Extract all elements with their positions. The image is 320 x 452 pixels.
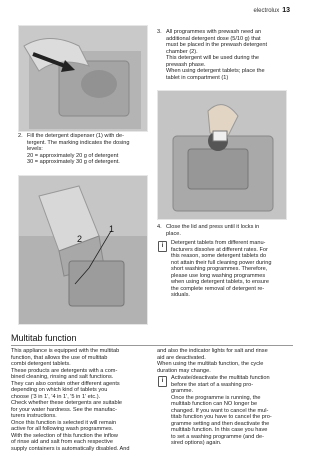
info-icon: i bbox=[158, 241, 167, 252]
note-line: this reason, some detergent tablets do bbox=[171, 253, 293, 260]
body-line: active for all following wash programmes. bbox=[11, 426, 149, 433]
step-line: must be placed in the prewash detergent bbox=[166, 42, 292, 49]
body-line: choose ('3 in 1', '4 in 1', '5 in 1' etc.). bbox=[11, 394, 149, 401]
photo-tablet-compartment bbox=[157, 90, 287, 220]
step-line: chamber (2). bbox=[166, 49, 292, 56]
section-title: Multitab function bbox=[11, 333, 77, 343]
body-line: and also the indicator lights for salt and rinse bbox=[157, 348, 294, 355]
step-line: tablet in compartment (1) bbox=[166, 75, 292, 82]
note-line: changed. If you want to cancel the mul- bbox=[171, 408, 293, 415]
multitab-details bbox=[157, 348, 294, 374]
callout-2: 2 bbox=[77, 234, 82, 244]
callout-1: 1 bbox=[109, 224, 114, 234]
step-line: When using detergent tablets; place the bbox=[166, 68, 292, 75]
note-line: short washing programmes. Therefore, bbox=[171, 266, 293, 273]
step-line: place. bbox=[166, 231, 292, 238]
body-line: depending on which kind of tablets you bbox=[11, 387, 149, 394]
fill-dispenser-illustration bbox=[19, 176, 147, 324]
body-line: aid are deactivated. bbox=[157, 355, 294, 362]
photo-fill-dispenser bbox=[18, 175, 148, 325]
step-line: levels: bbox=[27, 146, 148, 153]
note-line: Once the programme is running, the bbox=[171, 395, 293, 402]
body-line: duration may change. bbox=[157, 368, 294, 375]
brand-name: electrolux bbox=[254, 8, 280, 14]
body-line: When using the multitab function, the cycle bbox=[157, 361, 294, 368]
note-line: sired options) again. bbox=[171, 440, 293, 447]
step-line: 20 = approximately 20 g of detergent bbox=[27, 153, 148, 160]
note-line: gramme setting and then deactivate the bbox=[171, 421, 293, 428]
step-2 bbox=[18, 133, 148, 166]
step-line: Close the lid and press until it locks in bbox=[166, 224, 292, 231]
tablet-note bbox=[171, 240, 293, 299]
page-number: 13 bbox=[282, 7, 290, 14]
note-line: the complete removal of detergent re- bbox=[171, 286, 293, 293]
note-line: when using detergent tablets, to ensure bbox=[171, 279, 293, 286]
note-line: to set a washing programme (and de- bbox=[171, 434, 293, 441]
step-line: tergent. The marking indicates the dosing bbox=[27, 140, 148, 147]
note-line: gramme. bbox=[171, 388, 293, 395]
step-line: Fill the detergent dispenser (1) with de- bbox=[27, 133, 148, 140]
step-line: prewash phase. bbox=[166, 62, 292, 69]
note-line: facturers dissolve at different rates. For bbox=[171, 247, 293, 254]
note-line: multitab function can NO longer be bbox=[171, 401, 293, 408]
step-number: 4. bbox=[157, 224, 162, 231]
multitab-note bbox=[171, 375, 293, 425]
body-line: supply containers is automatically disabled. And bbox=[11, 446, 149, 452]
note-line: please use long washing programmes bbox=[171, 273, 293, 280]
note-line: titab function you have to cancel the pro- bbox=[171, 414, 293, 421]
note-line: Activate/deactivate the multitab function bbox=[171, 375, 293, 382]
body-line: of rinse aid and salt from each respective bbox=[11, 439, 149, 446]
section-divider bbox=[11, 345, 293, 346]
body-line: combi detergent tablets. bbox=[11, 361, 149, 368]
step-line: 30 = approximately 30 g of detergent. bbox=[27, 159, 148, 166]
step-number: 3. bbox=[157, 29, 162, 36]
step-number: 2. bbox=[18, 133, 23, 140]
body-line: Check whether these detergents are suitable bbox=[11, 400, 149, 407]
body-line: function, that allows the use of multitab bbox=[11, 355, 149, 362]
body-line: for your water hardness. See the manufac- bbox=[11, 407, 149, 414]
page-header bbox=[254, 7, 290, 14]
multitab-intro bbox=[11, 348, 149, 425]
info-icon: i bbox=[158, 376, 167, 387]
body-line: bined cleaning, rinsing and salt functions. bbox=[11, 374, 149, 381]
note-line: not attain their full cleaning power during bbox=[171, 260, 293, 267]
tablet-compartment-illustration bbox=[158, 91, 286, 219]
dispenser-lid-illustration bbox=[19, 26, 147, 131]
step-line: additional detergent dose (5/10 g) that bbox=[166, 36, 292, 43]
photo-detergent-lid bbox=[18, 25, 148, 132]
body-line: With the selection of this function the inflow bbox=[11, 433, 149, 440]
body-line: turers instructions. bbox=[11, 413, 149, 420]
step-line: This detergent will be used during the bbox=[166, 55, 292, 62]
note-line: siduals. bbox=[171, 292, 293, 299]
note-line: before the start of a washing pro- bbox=[171, 382, 293, 389]
note-line: multitab function. In this case you have bbox=[171, 427, 293, 434]
note-line: Detergent tablets from different manu- bbox=[171, 240, 293, 247]
body-line: They can also contain other different agents bbox=[11, 381, 149, 388]
body-line: These products are detergents with a com- bbox=[11, 368, 149, 375]
body-line: This appliance is equipped with the multitab bbox=[11, 348, 149, 355]
step-4 bbox=[157, 224, 292, 237]
step-3 bbox=[157, 29, 292, 81]
step-line: All programmes with prewash need an bbox=[166, 29, 292, 36]
body-line: Once this function is selected it will remain bbox=[11, 420, 149, 427]
